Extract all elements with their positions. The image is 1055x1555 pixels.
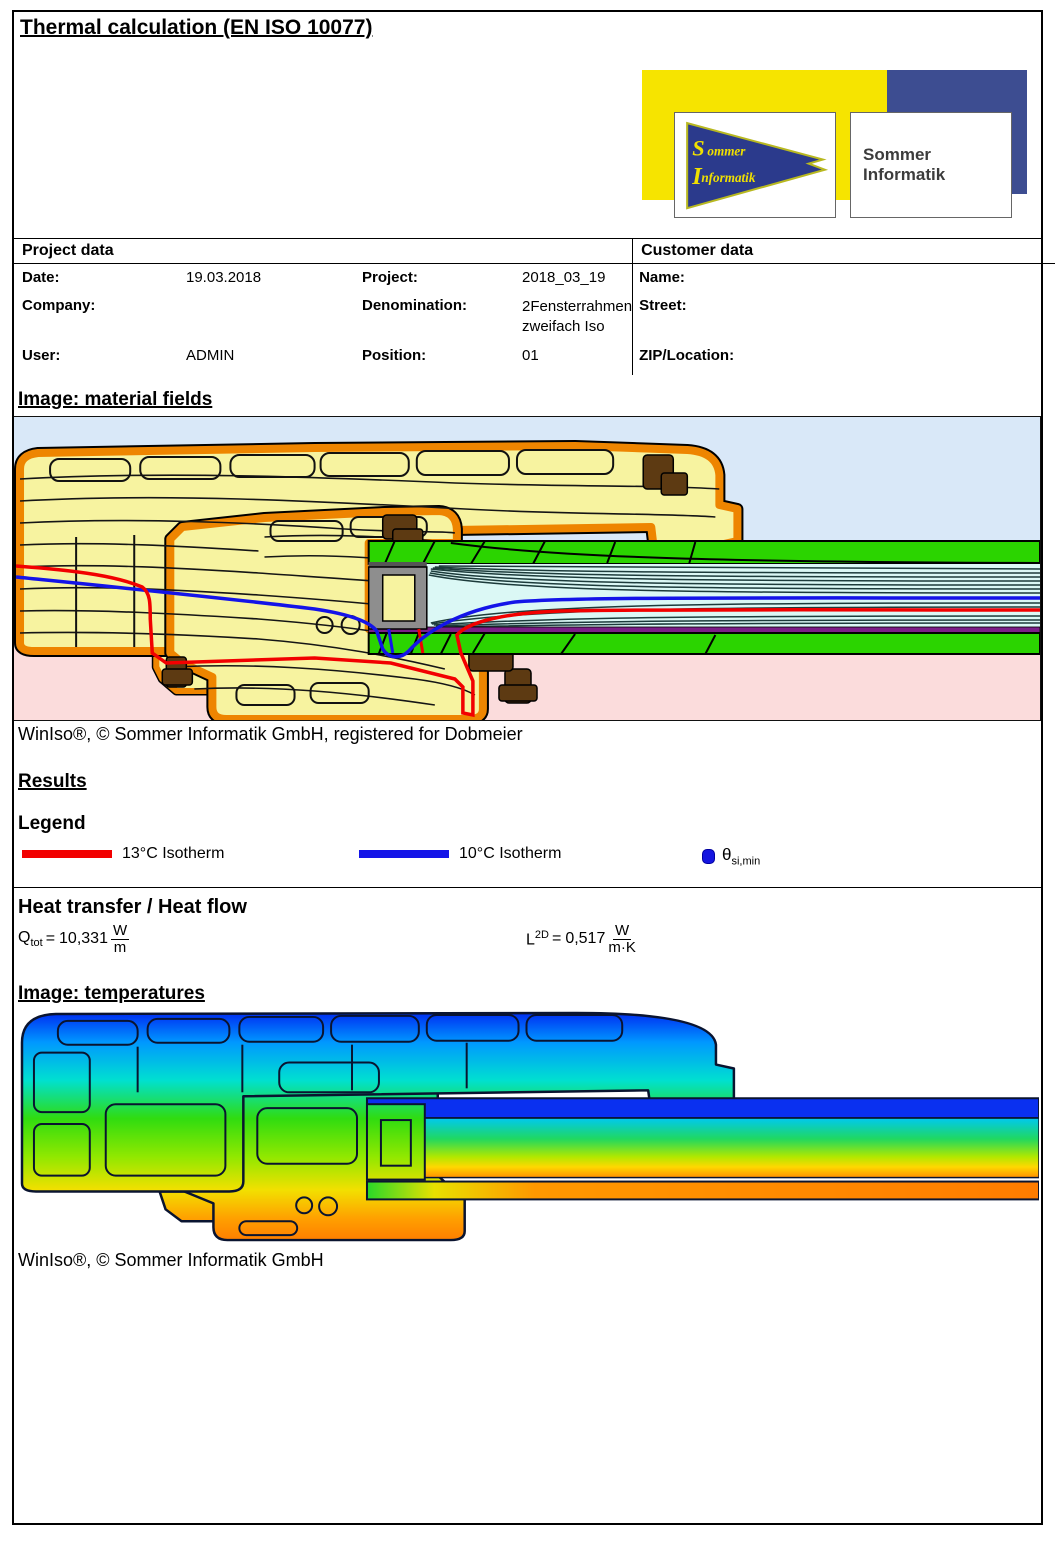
page-title: Thermal calculation (EN ISO 10077) xyxy=(20,16,373,39)
red-line-swatch xyxy=(22,850,112,858)
legend-item-13c xyxy=(22,845,224,863)
l-value: 0,517 xyxy=(565,930,606,948)
street-label: Street: xyxy=(639,297,687,314)
q-tot-formula: $Q_{tot}$ = 10,331 $\frac{W}{m}$ xyxy=(18,922,128,956)
zip-location-label: ZIP/Location: xyxy=(639,347,735,364)
position-label: Position: xyxy=(362,347,427,364)
project-label: Project: xyxy=(362,269,418,286)
pennant-text-1: ommer xyxy=(707,143,746,159)
denomination-label: Denomination: xyxy=(362,297,467,314)
date-label: Date: xyxy=(22,269,60,286)
q-subscript: tot xyxy=(30,937,43,950)
legend-item-theta xyxy=(702,845,760,867)
company-label: Company: xyxy=(22,297,96,314)
user-label: User: xyxy=(22,347,61,364)
legend-label-13c: 13°C Isotherm xyxy=(122,845,225,862)
material-fields-heading: Image: material fields xyxy=(18,389,213,410)
svg-text:S: S xyxy=(692,135,705,161)
theta-symbol: θ xyxy=(722,845,732,864)
logo-pennant-box xyxy=(674,112,836,218)
logo-text-line2: Informatik xyxy=(863,165,946,184)
blue-line-swatch xyxy=(359,850,449,858)
glazing-cavity-temp xyxy=(367,1118,1039,1178)
l-symbol: L xyxy=(526,931,535,949)
denomination-value: 2Fensterrahmen zweifach Iso xyxy=(522,298,633,336)
legend-label-10c: 10°C Isotherm xyxy=(459,845,562,862)
customer-data-pane xyxy=(632,239,1055,375)
temperatures-heading: Image: temperatures xyxy=(18,983,205,1004)
theta-dot-icon xyxy=(702,849,715,864)
project-data-pane xyxy=(14,239,632,375)
pennant-text-2: nformatik xyxy=(701,169,756,185)
pennant-icon xyxy=(675,113,835,216)
material-image-caption: WinIso®, © Sommer Informatik GmbH, registered for Dobmeier xyxy=(18,724,523,744)
info-table xyxy=(14,238,1041,375)
material-fields-image xyxy=(14,416,1041,721)
report-page xyxy=(12,10,1043,1525)
user-value: ADMIN xyxy=(186,347,235,364)
company-logo xyxy=(638,68,1030,228)
legend-item-10c xyxy=(359,845,561,863)
theta-subscript: si,min xyxy=(731,855,761,868)
spacer-temp xyxy=(367,1104,425,1179)
logo-text-box xyxy=(850,112,1012,218)
legend xyxy=(14,841,1041,871)
position-value: 01 xyxy=(522,347,539,364)
legend-heading: Legend xyxy=(18,813,86,834)
q-symbol: Q xyxy=(18,929,31,947)
l2d-formula: $L^{2D}$ = 0,517 $\frac{W}{m\cdot K}$ xyxy=(526,922,636,956)
heat-results xyxy=(14,921,1041,967)
table-row xyxy=(14,269,632,297)
q-value: 10,331 xyxy=(59,930,108,948)
customer-data-heading: Customer data xyxy=(633,239,1055,264)
l-superscript: 2D xyxy=(534,929,549,942)
section-divider xyxy=(14,887,1041,888)
temperature-glazing xyxy=(367,1098,1039,1199)
logo-text-line1: Sommer xyxy=(863,145,932,165)
temperature-image-caption: WinIso®, © Sommer Informatik GmbH xyxy=(18,1250,324,1270)
results-heading: Results xyxy=(18,771,87,792)
q-unit: $\frac{W}{m}$ xyxy=(112,922,128,956)
glass-pane-inner xyxy=(369,633,1040,654)
temperatures-image xyxy=(18,1009,1039,1247)
date-value: 19.03.2018 xyxy=(186,269,262,286)
project-data-heading: Project data xyxy=(14,239,632,264)
heat-transfer-heading: Heat transfer / Heat flow xyxy=(18,896,247,918)
glass-pane-outer-temp xyxy=(367,1098,1039,1118)
name-label: Name: xyxy=(639,269,685,286)
svg-text:I: I xyxy=(692,162,702,190)
l-unit: $\frac{W}{m\cdot K}$ xyxy=(608,922,636,956)
table-row xyxy=(14,297,632,347)
table-row xyxy=(14,347,632,375)
project-value: 2018_03_19 xyxy=(522,269,606,286)
glass-pane-inner-temp xyxy=(367,1182,1039,1200)
